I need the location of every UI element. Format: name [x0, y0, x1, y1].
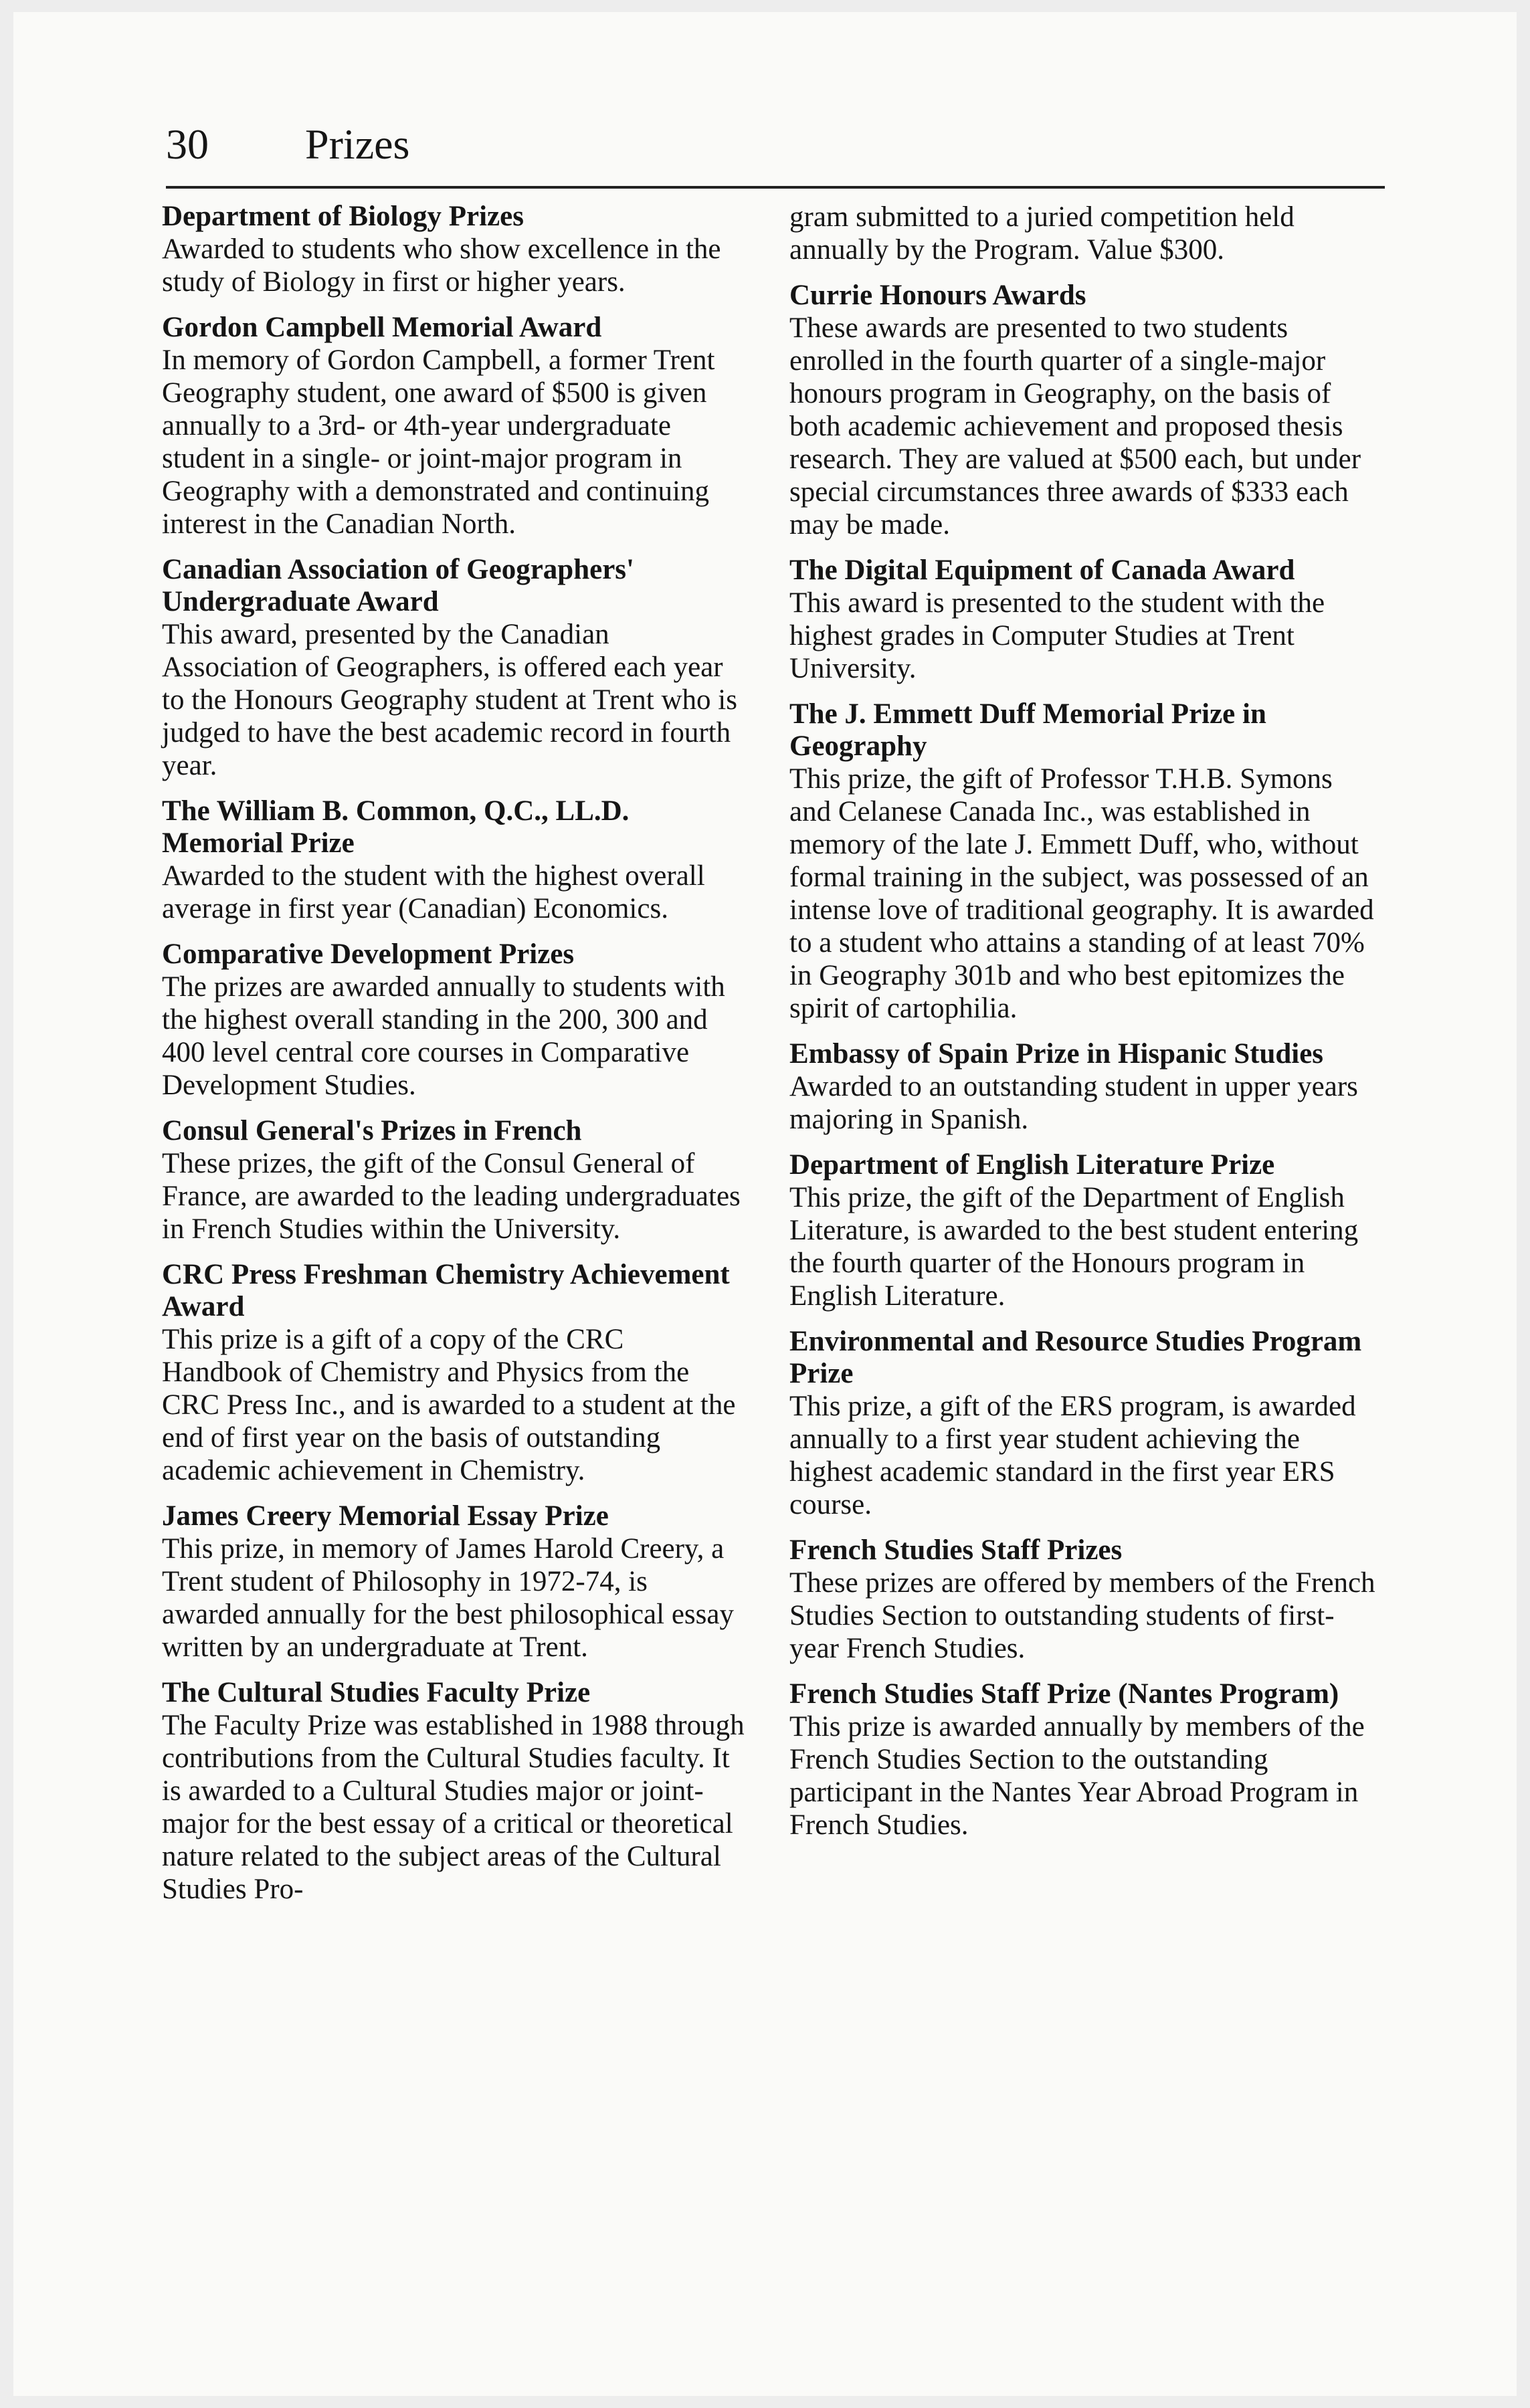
prize-entry — [162, 312, 751, 540]
prize-description: These prizes are offered by members of the French Studies Section to outstanding students of first-year French Studies. — [789, 1567, 1375, 1664]
prize-description: Awarded to students who show excellence in the study of Biology in first or higher years. — [162, 233, 721, 298]
prize-description: This prize, the gift of Professor T.H.B. Symons and Celanese Canada Inc., was established in memory of the late J. Emmett Duff, who, without formal training in the subject, was possessed of an intense love of traditional geography. It is awarded to a student who attains a standing of at least 70% in Geography 301b and who best epitomizes the spirit of cartophilia. — [789, 763, 1374, 1024]
prize-title: Consul General's Prizes in French — [162, 1115, 582, 1146]
prize-description: This prize, the gift of the Department of English Literature, is awarded to the best student entering the fourth quarter of the Honours program in English Literature. — [789, 1182, 1359, 1312]
prize-title: Currie Honours Awards — [789, 280, 1086, 311]
prize-entry — [162, 1677, 751, 1906]
prize-title: Embassy of Spain Prize in Hispanic Studies — [789, 1038, 1324, 1070]
prize-entry — [162, 795, 751, 925]
prize-title: Environmental and Resource Studies Program Prize — [789, 1326, 1362, 1389]
prize-entry — [162, 1500, 751, 1664]
prize-entry — [789, 555, 1378, 685]
prize-description: The Faculty Prize was established in 1988 through contributions from the Cultural Studies faculty. It is awarded to a Cultural Studies major or joint-major for the best essay of a critical or theoretical nature related to the subject areas of the Cultural Studies Pro- — [162, 1710, 745, 1905]
prize-entry — [162, 1115, 751, 1245]
prize-entry — [162, 938, 751, 1102]
prize-description: This prize, in memory of James Harold Creery, a Trent student of Philosophy in 1972-74, is awarded annually for the best philosophical essay written by an undergraduate at Trent. — [162, 1533, 734, 1663]
page-number: 30 — [166, 120, 209, 168]
prize-entry — [789, 1149, 1378, 1312]
prize-description: These prizes, the gift of the Consul General of France, are awarded to the leading undergraduates in French Studies within the University. — [162, 1148, 741, 1245]
page-header — [166, 106, 1385, 189]
prize-description: Awarded to the student with the highest overall average in first year (Canadian) Economics. — [162, 860, 705, 924]
prize-entry — [162, 201, 751, 298]
prize-title: Department of English Literature Prize — [789, 1149, 1275, 1181]
continued-text — [789, 201, 1378, 266]
prize-description: These awards are presented to two students enrolled in the fourth quarter of a single-major honours program in Geography, on the basis of both academic achievement and proposed thesis research. They are valued at $500 each, but under special circumstances three awards of $333 each may be made. — [789, 312, 1361, 540]
prize-title: Department of Biology Prizes — [162, 201, 524, 232]
prize-title: French Studies Staff Prizes — [789, 1534, 1123, 1566]
prize-entry — [789, 280, 1378, 541]
prize-description: This prize is awarded annually by members of the French Studies Section to the outstanding participant in the Nantes Year Abroad Program in French Studies. — [789, 1711, 1365, 1841]
prize-title: The J. Emmett Duff Memorial Prize in Geography — [789, 698, 1266, 762]
left-column — [162, 201, 751, 1919]
prize-title: Canadian Association of Geographers' Undergraduate Award — [162, 554, 634, 617]
section-title: Prizes — [305, 120, 410, 168]
continued-description: gram submitted to a juried competition held annually by the Program. Value $300. — [789, 201, 1295, 266]
prize-description: This award, presented by the Canadian Association of Geographers, is offered each year to the Honours Geography student at Trent who is judged to have the best academic record in fourth year. — [162, 619, 737, 781]
prize-description: The prizes are awarded annually to students with the highest overall standing in the 200, 300 and 400 level central core courses in Comparative Development Studies. — [162, 971, 725, 1101]
prize-title: The Digital Equipment of Canada Award — [789, 555, 1295, 586]
prize-description: This award is presented to the student with the highest grades in Computer Studies at Trent University. — [789, 587, 1325, 684]
prize-title: Comparative Development Prizes — [162, 938, 575, 970]
prize-title: CRC Press Freshman Chemistry Achievement Award — [162, 1259, 730, 1322]
prize-title: The Cultural Studies Faculty Prize — [162, 1677, 591, 1708]
prize-entry — [162, 554, 751, 782]
prize-title: The William B. Common, Q.C., LL.D. Memorial Prize — [162, 795, 630, 859]
prize-description: This prize, a gift of the ERS program, is awarded annually to a first year student achieving the highest academic standard in the first year ERS course. — [789, 1391, 1356, 1520]
prize-title: French Studies Staff Prize (Nantes Program) — [789, 1678, 1339, 1710]
prize-entry — [162, 1259, 751, 1487]
prize-description: Awarded to an outstanding student in upper years majoring in Spanish. — [789, 1071, 1358, 1135]
right-column — [789, 201, 1378, 1855]
prize-title: Gordon Campbell Memorial Award — [162, 312, 602, 343]
prize-entry — [789, 1534, 1378, 1665]
prize-entry — [789, 1678, 1378, 1841]
prize-title: James Creery Memorial Essay Prize — [162, 1500, 609, 1532]
prize-entry — [789, 698, 1378, 1025]
prize-entry — [789, 1326, 1378, 1521]
prize-description: In memory of Gordon Campbell, a former Trent Geography student, one award of $500 is given annually to a 3rd- or 4th-year undergraduate student in a single- or joint-major program in Geography with a demonstrated and continuing interest in the Canadian North. — [162, 344, 715, 540]
prize-description: This prize is a gift of a copy of the CRC Handbook of Chemistry and Physics from the CRC Press Inc., and is awarded to a student at the end of first year on the basis of outstanding academic achievement in Chemistry. — [162, 1324, 736, 1486]
prize-entry — [789, 1038, 1378, 1136]
